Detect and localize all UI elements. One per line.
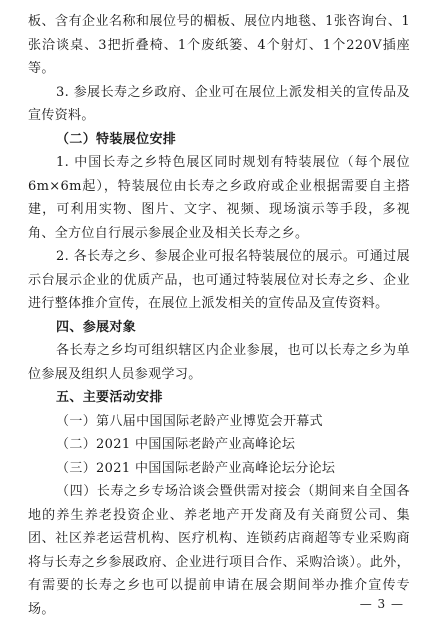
body-paragraph: （三）2021 中国国际老龄产业高峰论坛分论坛 — [56, 460, 336, 476]
body-paragraph: 板、含有企业名称和展位号的楣板、展位内地毯、1张咨询台、1张洽谈桌、3把折叠椅、1个废纸篓、4个射灯、1个220V插座等。 — [28, 14, 410, 76]
section-heading: 五、主要活动安排 — [56, 390, 163, 405]
body-paragraph: 各长寿之乡均可组织辖区内企业参展，也可以长寿之乡为单位参展及组织人员参观学习。 — [28, 343, 410, 382]
body-paragraph: （二）2021 中国国际老龄产业高峰论坛 — [56, 437, 296, 452]
document-body — [28, 10, 410, 621]
body-paragraph: 2. 各长寿之乡、参展企业可报名特装展位的展示。可通过展示台展示企业的优质产品，也可通过特装展位对长寿之乡、企业进行整体推介宣传，在展位上派发相关的宣传品及宣传资料。 — [28, 249, 410, 311]
body-paragraph: 3. 参展长寿之乡政府、企业可在展位上派发相关的宣传品及宣传资料。 — [28, 84, 410, 123]
body-paragraph: （一）第八届中国国际老龄产业博览会开幕式 — [56, 413, 324, 429]
body-paragraph: （四）长寿之乡专场洽谈会暨供需对接会（期间来自全国各地的养生养老投资企业、养老地产开发商及有关商贸公司、集团、社区养老运营机构、医疗机构、连锁药店商超等专业采购商将与长寿之乡参展政府、企业进行项目合作、采购洽谈）。此外，有需要的长寿之乡也可以提前申请在展会期间举办推介宣传专场。 — [28, 484, 410, 617]
section-heading: 四、参展对象 — [56, 319, 137, 335]
page-number: — 3 — — [359, 597, 404, 611]
subsection-heading: （二）特装展位安排 — [56, 131, 177, 147]
body-paragraph: 1. 中国长寿之乡特色展区同时规划有特装展位（每个展位6m×6m起），特装展位由长寿之乡政府或企业根据需要自主搭建，可利用实物、图片、文字、视频、现场演示等手段，多视角、全方位自行展示参展企业及相关长寿之乡。 — [28, 155, 410, 241]
